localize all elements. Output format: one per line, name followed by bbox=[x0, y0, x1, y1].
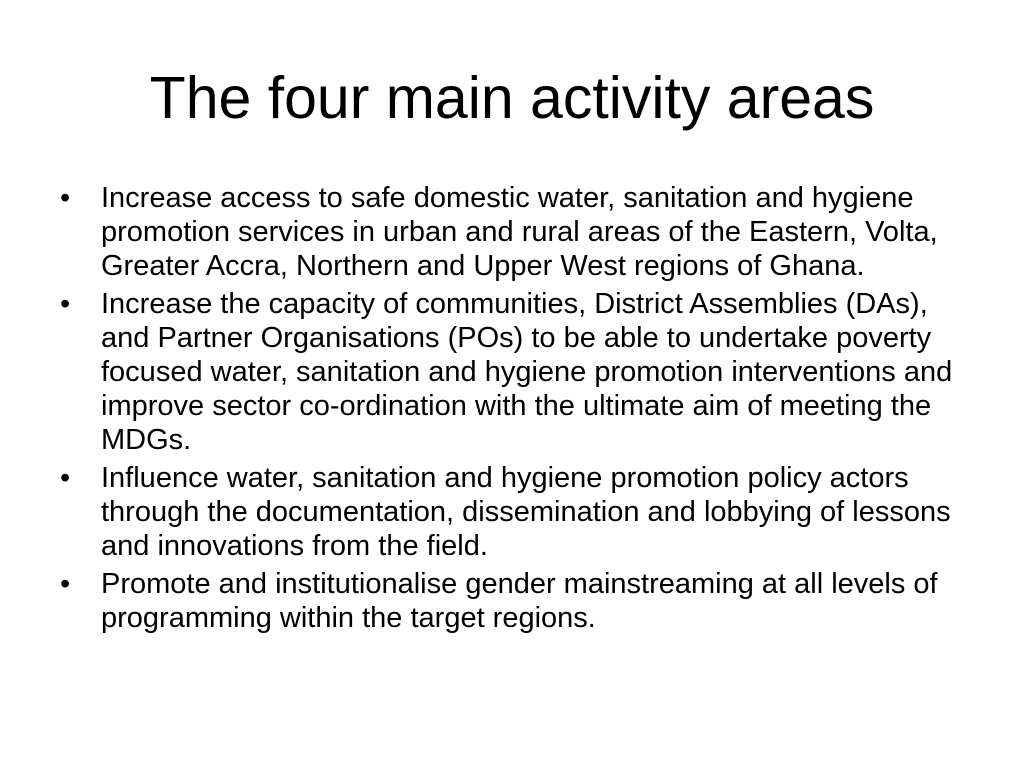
bullet-text: Increase access to safe domestic water, sanitation and hygiene promotion services in urban and rural areas of the Eastern, Volta, Greater Accra, Northern and Upper West regions of Ghana. bbox=[101, 182, 938, 282]
bullet-item-gender bbox=[56, 567, 976, 635]
bullet-item-influence bbox=[56, 461, 976, 563]
bullet-item-access bbox=[56, 181, 976, 283]
bullet-text: Increase the capacity of communities, District Assemblies (DAs), and Partner Organisations (POs) to be able to undertake poverty focused water, sanitation and hygiene promotion interventions and improve sector co-ordination with the ultimate aim of meeting the MDGs. bbox=[101, 288, 953, 456]
bullet-icon: • bbox=[60, 568, 71, 600]
bullet-text: Promote and institutionalise gender mainstreaming at all levels of programming within the target regions. bbox=[101, 568, 938, 634]
bullet-icon: • bbox=[60, 288, 71, 320]
bullet-text: Influence water, sanitation and hygiene promotion policy actors through the documentation, dissemination and lobbying of lessons and innovations from the field. bbox=[101, 462, 951, 562]
bullet-list bbox=[56, 181, 976, 639]
slide-title: The four main activity areas bbox=[149, 65, 875, 131]
bullet-item-capacity bbox=[56, 287, 976, 457]
bullet-icon: • bbox=[60, 462, 71, 494]
bullet-icon: • bbox=[60, 182, 71, 214]
